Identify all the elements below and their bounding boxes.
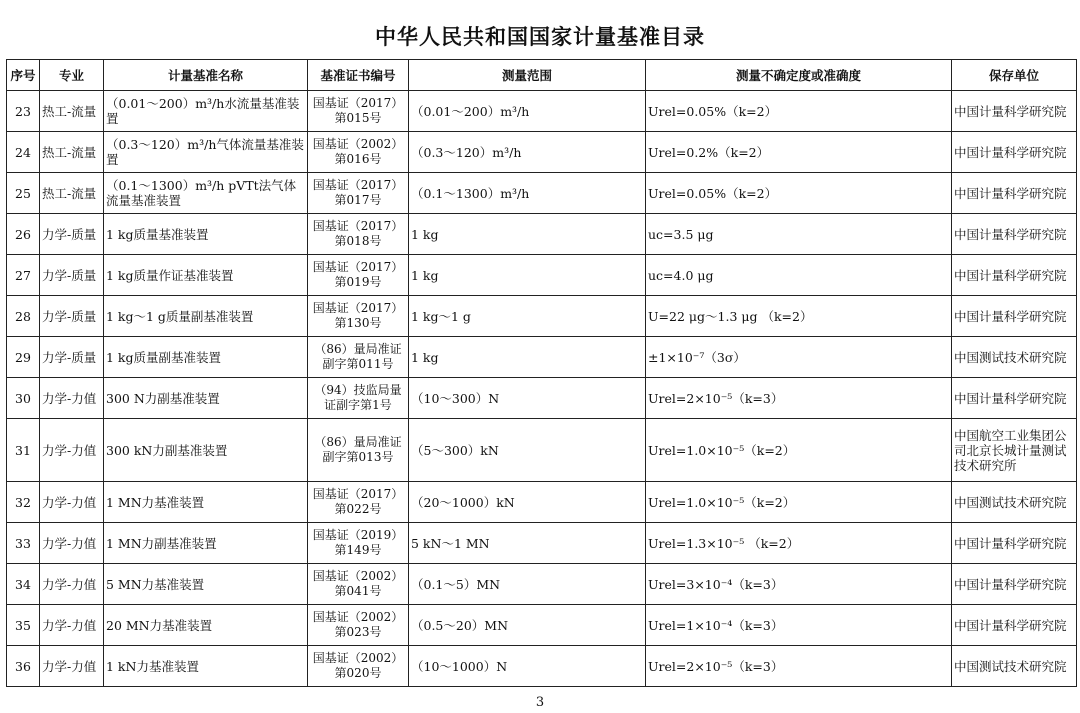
cell-field: 力学-质量 bbox=[40, 337, 104, 378]
cell-range: （0.5～20）MN bbox=[409, 605, 646, 646]
table-row bbox=[7, 482, 1077, 523]
table-row bbox=[7, 378, 1077, 419]
cell-custodian: 中国计量科学研究院 bbox=[952, 378, 1077, 419]
cell-uncertainty: Urel=2×10⁻⁵（k=3） bbox=[646, 378, 952, 419]
cell-serial: 34 bbox=[7, 564, 40, 605]
cell-custodian: 中国测试技术研究院 bbox=[952, 646, 1077, 687]
cell-serial: 31 bbox=[7, 419, 40, 482]
cell-standard-name: 300 kN力副基准装置 bbox=[104, 419, 308, 482]
cell-custodian: 中国航空工业集团公司北京长城计量测试技术研究所 bbox=[952, 419, 1077, 482]
cell-serial: 23 bbox=[7, 91, 40, 132]
table-row bbox=[7, 214, 1077, 255]
cell-serial: 24 bbox=[7, 132, 40, 173]
cell-standard-name: （0.3～120）m³/h气体流量基准装置 bbox=[104, 132, 308, 173]
cell-custodian: 中国计量科学研究院 bbox=[952, 523, 1077, 564]
cell-field: 力学-质量 bbox=[40, 255, 104, 296]
cell-uncertainty: Urel=1×10⁻⁴（k=3） bbox=[646, 605, 952, 646]
cell-certificate-no: 国基证（2017）第018号 bbox=[308, 214, 409, 255]
cell-serial: 32 bbox=[7, 482, 40, 523]
cell-uncertainty: Urel=1.3×10⁻⁵ （k=2） bbox=[646, 523, 952, 564]
header-field: 专业 bbox=[40, 60, 104, 91]
cell-serial: 29 bbox=[7, 337, 40, 378]
cell-custodian: 中国计量科学研究院 bbox=[952, 564, 1077, 605]
cell-serial: 25 bbox=[7, 173, 40, 214]
cell-standard-name: （0.1～1300）m³/h pVTt法气体流量基准装置 bbox=[104, 173, 308, 214]
cell-uncertainty: Urel=0.05%（k=2） bbox=[646, 173, 952, 214]
cell-uncertainty: Urel=1.0×10⁻⁵（k=2） bbox=[646, 482, 952, 523]
cell-certificate-no: 国基证（2017）第022号 bbox=[308, 482, 409, 523]
table-row bbox=[7, 91, 1077, 132]
cell-field: 力学-力值 bbox=[40, 646, 104, 687]
cell-range: （10～300）N bbox=[409, 378, 646, 419]
cell-certificate-no: 国基证（2002）第041号 bbox=[308, 564, 409, 605]
cell-custodian: 中国测试技术研究院 bbox=[952, 337, 1077, 378]
cell-custodian: 中国计量科学研究院 bbox=[952, 214, 1077, 255]
cell-field: 力学-力值 bbox=[40, 564, 104, 605]
table-row bbox=[7, 605, 1077, 646]
cell-range: （20～1000）kN bbox=[409, 482, 646, 523]
header-uncertainty: 测量不确定度或准确度 bbox=[646, 60, 952, 91]
cell-range: 1 kg bbox=[409, 214, 646, 255]
cell-field: 力学-质量 bbox=[40, 214, 104, 255]
header-standard-name: 计量基准名称 bbox=[104, 60, 308, 91]
cell-field: 力学-质量 bbox=[40, 296, 104, 337]
cell-certificate-no: 国基证（2017）第017号 bbox=[308, 173, 409, 214]
header-custodian: 保存单位 bbox=[952, 60, 1077, 91]
table-header-row bbox=[7, 60, 1077, 91]
cell-range: （0.1～1300）m³/h bbox=[409, 173, 646, 214]
cell-serial: 36 bbox=[7, 646, 40, 687]
cell-uncertainty: Urel=1.0×10⁻⁵（k=2） bbox=[646, 419, 952, 482]
table-row bbox=[7, 523, 1077, 564]
cell-range: （0.01～200）m³/h bbox=[409, 91, 646, 132]
cell-range: （0.3～120）m³/h bbox=[409, 132, 646, 173]
cell-custodian: 中国计量科学研究院 bbox=[952, 296, 1077, 337]
cell-serial: 33 bbox=[7, 523, 40, 564]
cell-custodian: 中国计量科学研究院 bbox=[952, 605, 1077, 646]
cell-standard-name: 1 kN力基准装置 bbox=[104, 646, 308, 687]
cell-field: 力学-力值 bbox=[40, 419, 104, 482]
table-row bbox=[7, 296, 1077, 337]
cell-custodian: 中国计量科学研究院 bbox=[952, 255, 1077, 296]
cell-field: 热工-流量 bbox=[40, 91, 104, 132]
cell-standard-name: 1 kg～1 g质量副基准装置 bbox=[104, 296, 308, 337]
cell-uncertainty: Urel=3×10⁻⁴（k=3） bbox=[646, 564, 952, 605]
cell-standard-name: 1 kg质量基准装置 bbox=[104, 214, 308, 255]
table-row bbox=[7, 564, 1077, 605]
cell-custodian: 中国计量科学研究院 bbox=[952, 91, 1077, 132]
cell-custodian: 中国计量科学研究院 bbox=[952, 132, 1077, 173]
cell-standard-name: 1 kg质量作证基准装置 bbox=[104, 255, 308, 296]
cell-uncertainty: U=22 μg～1.3 μg （k=2） bbox=[646, 296, 952, 337]
cell-certificate-no: 国基证（2017）第130号 bbox=[308, 296, 409, 337]
cell-custodian: 中国测试技术研究院 bbox=[952, 482, 1077, 523]
cell-uncertainty: uc=4.0 μg bbox=[646, 255, 952, 296]
cell-range: 1 kg bbox=[409, 337, 646, 378]
cell-standard-name: （0.01～200）m³/h水流量基准装置 bbox=[104, 91, 308, 132]
cell-field: 热工-流量 bbox=[40, 173, 104, 214]
cell-field: 力学-力值 bbox=[40, 378, 104, 419]
cell-serial: 35 bbox=[7, 605, 40, 646]
cell-range: （0.1～5）MN bbox=[409, 564, 646, 605]
cell-certificate-no: 国基证（2019）第149号 bbox=[308, 523, 409, 564]
cell-certificate-no: 国基证（2017）第015号 bbox=[308, 91, 409, 132]
table-row bbox=[7, 337, 1077, 378]
cell-range: 1 kg bbox=[409, 255, 646, 296]
cell-uncertainty: uc=3.5 μg bbox=[646, 214, 952, 255]
cell-certificate-no: 国基证（2002）第020号 bbox=[308, 646, 409, 687]
cell-standard-name: 1 MN力基准装置 bbox=[104, 482, 308, 523]
cell-serial: 27 bbox=[7, 255, 40, 296]
header-certificate-no: 基准证书编号 bbox=[308, 60, 409, 91]
header-serial: 序号 bbox=[7, 60, 40, 91]
cell-serial: 26 bbox=[7, 214, 40, 255]
cell-field: 热工-流量 bbox=[40, 132, 104, 173]
cell-certificate-no: （86）量局准证副字第011号 bbox=[308, 337, 409, 378]
cell-serial: 30 bbox=[7, 378, 40, 419]
cell-field: 力学-力值 bbox=[40, 482, 104, 523]
cell-uncertainty: Urel=0.2%（k=2） bbox=[646, 132, 952, 173]
header-range: 测量范围 bbox=[409, 60, 646, 91]
cell-standard-name: 5 MN力基准装置 bbox=[104, 564, 308, 605]
cell-standard-name: 1 MN力副基准装置 bbox=[104, 523, 308, 564]
table-row bbox=[7, 419, 1077, 482]
cell-custodian: 中国计量科学研究院 bbox=[952, 173, 1077, 214]
cell-range: （10～1000）N bbox=[409, 646, 646, 687]
cell-field: 力学-力值 bbox=[40, 523, 104, 564]
cell-standard-name: 300 N力副基准装置 bbox=[104, 378, 308, 419]
cell-range: （5～300）kN bbox=[409, 419, 646, 482]
cell-standard-name: 20 MN力基准装置 bbox=[104, 605, 308, 646]
cell-uncertainty: Urel=2×10⁻⁵（k=3） bbox=[646, 646, 952, 687]
cell-range: 1 kg～1 g bbox=[409, 296, 646, 337]
cell-certificate-no: （94）技监局量证副字第1号 bbox=[308, 378, 409, 419]
cell-field: 力学-力值 bbox=[40, 605, 104, 646]
cell-standard-name: 1 kg质量副基准装置 bbox=[104, 337, 308, 378]
table-row bbox=[7, 132, 1077, 173]
cell-serial: 28 bbox=[7, 296, 40, 337]
cell-certificate-no: 国基证（2002）第023号 bbox=[308, 605, 409, 646]
cell-range: 5 kN～1 MN bbox=[409, 523, 646, 564]
cell-certificate-no: （86）量局准证副字第013号 bbox=[308, 419, 409, 482]
page-number: 3 bbox=[535, 695, 545, 710]
cell-uncertainty: Urel=0.05%（k=2） bbox=[646, 91, 952, 132]
standards-table bbox=[6, 59, 1077, 687]
page-title: 中华人民共和国国家计量基准目录 bbox=[375, 25, 705, 49]
cell-certificate-no: 国基证（2017）第019号 bbox=[308, 255, 409, 296]
cell-uncertainty: ±1×10⁻⁷（3σ） bbox=[646, 337, 952, 378]
table-row bbox=[7, 255, 1077, 296]
cell-certificate-no: 国基证（2002）第016号 bbox=[308, 132, 409, 173]
table-row bbox=[7, 173, 1077, 214]
table-row bbox=[7, 646, 1077, 687]
